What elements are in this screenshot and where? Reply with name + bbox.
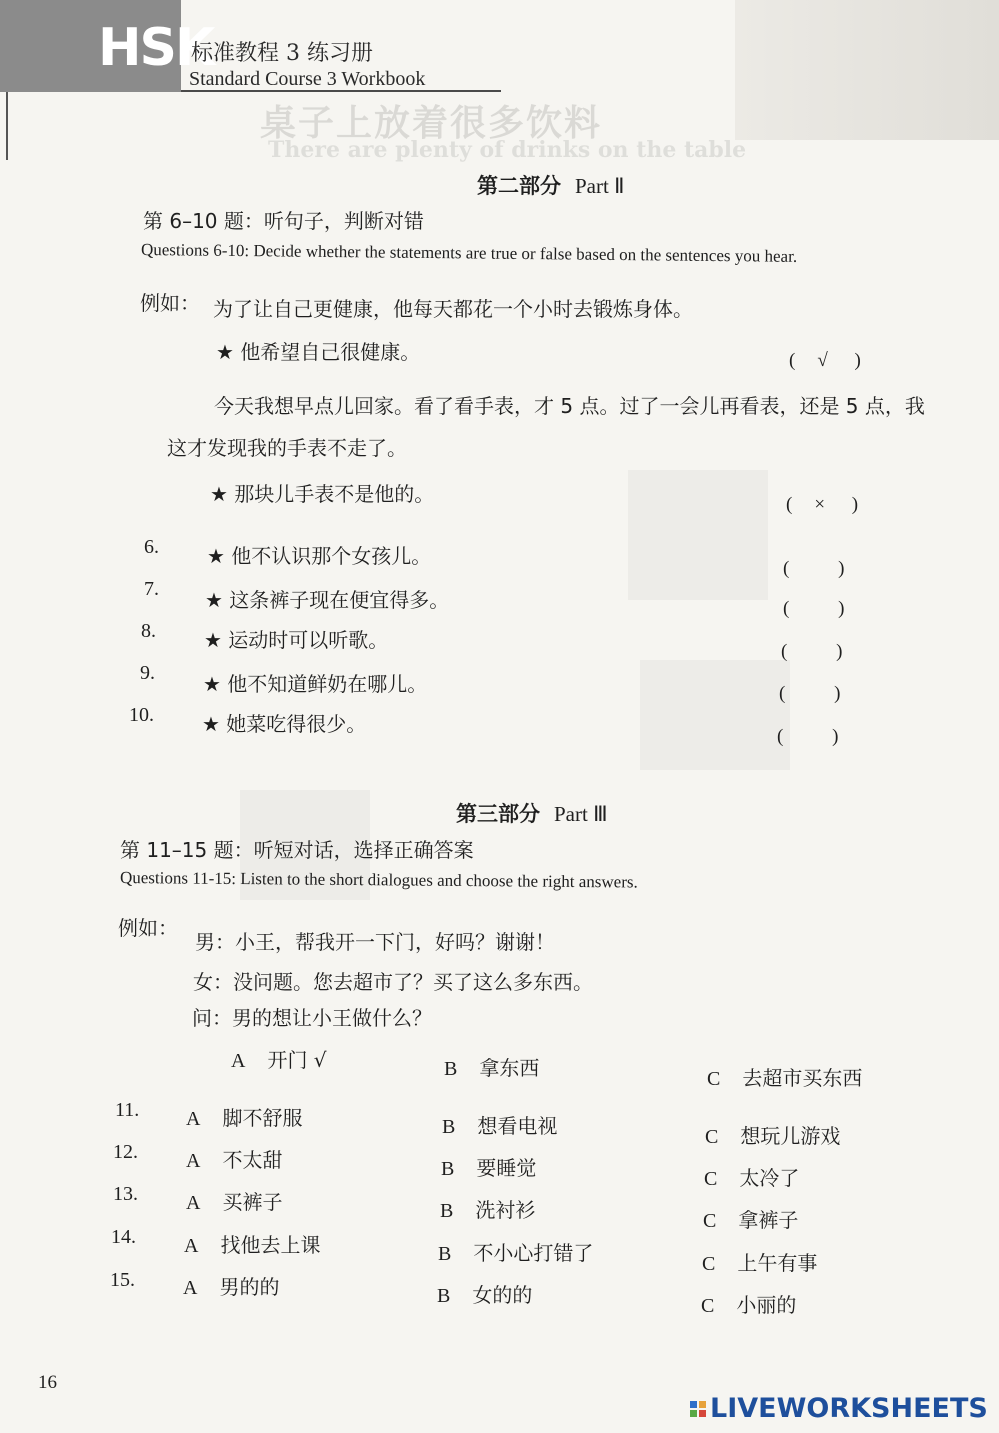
part3-instruction-zh: 第 11–15 题：听短对话，选择正确答案 xyxy=(120,838,474,862)
part2-example1-answer-box: (√ ) xyxy=(789,350,883,371)
example-option-a: A 开门 √ xyxy=(231,1048,327,1072)
question-13-option-b[interactable]: B 洗衬衫 xyxy=(440,1198,536,1222)
header-underline xyxy=(181,90,501,92)
left-margin-rule xyxy=(6,92,8,160)
question-13-option-a[interactable]: A 买裤子 xyxy=(186,1190,283,1214)
hsk-logo: HSK xyxy=(98,18,214,78)
question-7-text: ★ 这条裤子现在便宜得多。 xyxy=(205,588,450,612)
question-15-option-a[interactable]: A 男的的 xyxy=(183,1275,280,1299)
question-6-number: 6. xyxy=(144,536,159,558)
question-9-text: ★ 他不知道鲜奶在哪儿。 xyxy=(203,672,428,696)
bleed-through-text: 桌子上放着很多饮料 xyxy=(260,102,603,144)
question-9-number: 9. xyxy=(140,662,155,684)
liveworksheets-logo[interactable] xyxy=(690,1393,988,1424)
question-7-answer-box[interactable]: ( ) xyxy=(783,598,867,619)
question-8-text: ★ 运动时可以听歌。 xyxy=(204,628,389,652)
question-6-text: ★ 他不认识那个女孩儿。 xyxy=(207,544,432,568)
question-15-number: 15. xyxy=(110,1269,135,1291)
question-9-answer-box[interactable]: ( ) xyxy=(779,683,863,704)
liveworksheets-brand: LIVEWORKSHEETS xyxy=(710,1393,988,1424)
part2-example1-sentence: 为了让自己更健康，他每天都花一个小时去锻炼身体。 xyxy=(213,297,693,321)
bleed-through-picture xyxy=(628,470,768,600)
part3-example-label: 例如： xyxy=(118,916,178,940)
question-15-option-b[interactable]: B 女的的 xyxy=(437,1283,533,1307)
page-number: 16 xyxy=(38,1372,57,1393)
question-11-option-a[interactable]: A 脚不舒服 xyxy=(186,1106,303,1130)
example1-answer: √ xyxy=(817,350,828,371)
question-11-number: 11. xyxy=(115,1099,140,1121)
question-8-answer-box[interactable]: ( ) xyxy=(781,641,865,662)
part2-title xyxy=(477,170,624,200)
example2-answer: × xyxy=(814,494,826,515)
question-10-answer-box[interactable]: ( ) xyxy=(777,726,861,747)
question-8-number: 8. xyxy=(141,620,156,642)
bleed-through-text-en: There are plenty of drinks on the table xyxy=(268,137,747,163)
question-15-option-c[interactable]: C 小丽的 xyxy=(701,1293,797,1317)
header-title-zh: 标准教程 3 练习册 xyxy=(191,41,373,66)
part3-example-question: 问：男的想让小王做什么？ xyxy=(192,1006,432,1030)
question-13-option-c[interactable]: C 拿裤子 xyxy=(703,1208,799,1232)
question-12-number: 12. xyxy=(113,1141,138,1163)
part3-title-en: Part Ⅲ xyxy=(554,802,608,826)
part2-example2-line1: 今天我想早点儿回家。看了看手表，才 5 点。过了一会儿再看表，还是 5 点，我 xyxy=(214,394,925,418)
question-14-number: 14. xyxy=(111,1226,136,1248)
part2-title-zh: 第二部分 xyxy=(477,174,561,198)
question-7-number: 7. xyxy=(144,578,159,600)
part2-example2-line2: 这才发现我的手表不走了。 xyxy=(167,436,407,460)
question-12-option-b[interactable]: B 要睡觉 xyxy=(441,1156,537,1180)
part2-example2-answer-box: (× ) xyxy=(786,494,881,515)
part3-instruction-en: Questions 11-15: Listen to the short dialogues and choose the right answers. xyxy=(119,868,638,892)
liveworksheets-icon xyxy=(690,1401,706,1417)
part3-title xyxy=(456,798,608,828)
part3-example-woman: 女：没问题。您去超市了？买了这么多东西。 xyxy=(193,970,593,994)
question-10-text: ★ 她菜吃得很少。 xyxy=(202,712,367,736)
part2-instruction-en: Questions 6-10: Decide whether the statements are true or false based on the sentences you hear. xyxy=(140,240,798,266)
header-title-en: Standard Course 3 Workbook xyxy=(189,68,426,90)
part2-instruction-zh: 第 6–10 题：听句子，判断对错 xyxy=(143,209,424,233)
question-11-option-c[interactable]: C 想玩儿游戏 xyxy=(705,1124,841,1148)
question-10-number: 10. xyxy=(129,704,154,726)
scan-shadow xyxy=(735,0,999,140)
example-option-b: B 拿东西 xyxy=(444,1056,540,1080)
question-14-option-a[interactable]: A 找他去上课 xyxy=(184,1233,321,1257)
question-12-option-a[interactable]: A 不太甜 xyxy=(186,1148,283,1172)
part3-title-zh: 第三部分 xyxy=(456,802,540,826)
example-option-c: C 去超市买东西 xyxy=(707,1066,863,1090)
part3-example-man: 男：小王，帮我开一下门，好吗？谢谢！ xyxy=(195,930,555,954)
part2-example1-statement: ★ 他希望自己很健康。 xyxy=(216,340,421,364)
part2-title-en: Part Ⅱ xyxy=(575,174,625,198)
part2-example2-statement: ★ 那块儿手表不是他的。 xyxy=(210,482,435,506)
question-12-option-c[interactable]: C 太冷了 xyxy=(704,1166,800,1190)
part2-example-label: 例如： xyxy=(140,291,200,315)
question-13-number: 13. xyxy=(113,1183,138,1205)
question-14-option-b[interactable]: B 不小心打错了 xyxy=(438,1241,594,1265)
question-14-option-c[interactable]: C 上午有事 xyxy=(702,1251,818,1275)
question-11-option-b[interactable]: B 想看电视 xyxy=(442,1114,558,1138)
bleed-through-picture xyxy=(640,660,790,770)
question-6-answer-box[interactable]: ( ) xyxy=(783,558,867,579)
